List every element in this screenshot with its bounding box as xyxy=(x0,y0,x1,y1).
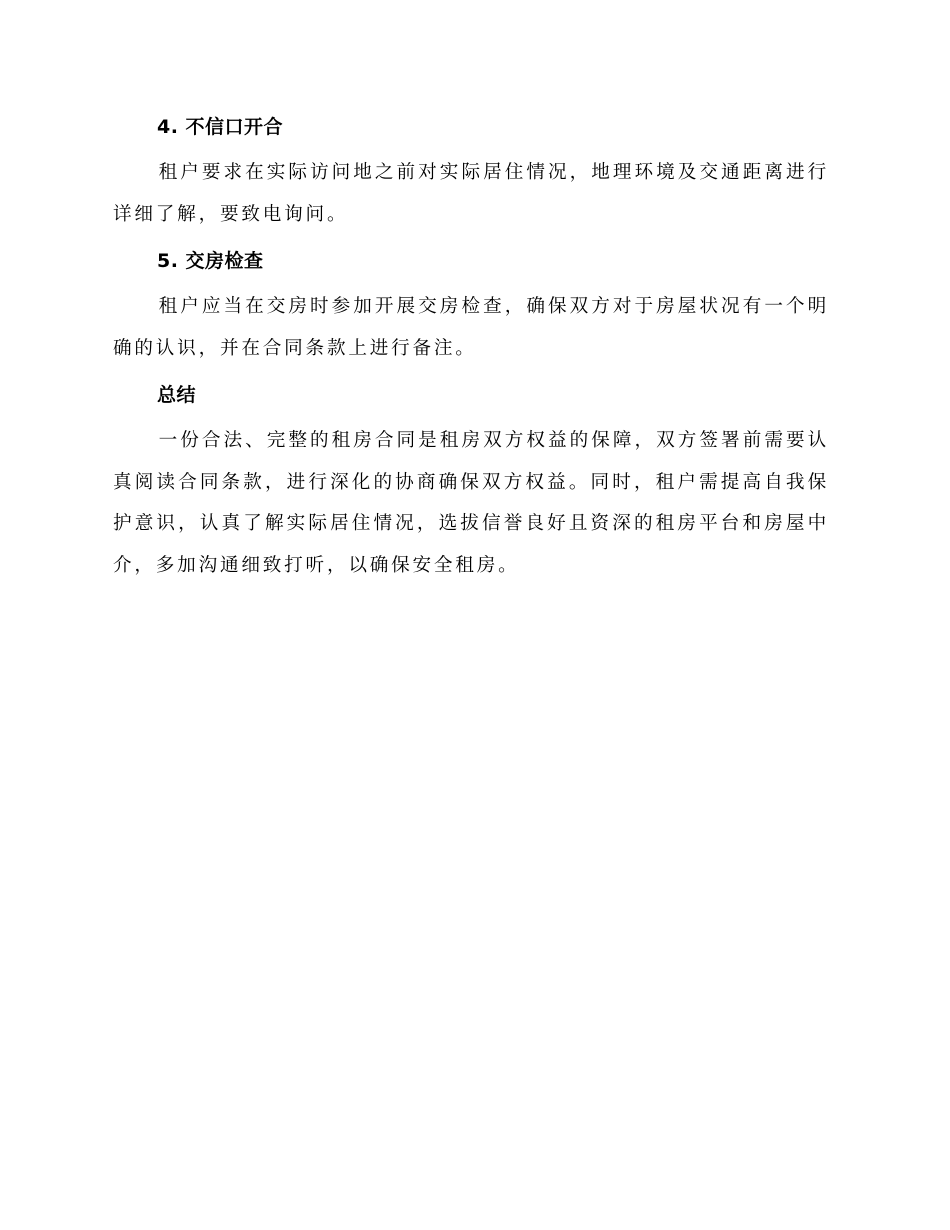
summary-heading: 总结 xyxy=(157,384,197,406)
section-paragraph-4: 租户要求在实际访问地之前对实际居住情况，地理环境及交通距离进行详细了解，要致电询问。 xyxy=(113,162,829,225)
section-heading-4: 4. 不信口开合 xyxy=(157,116,284,138)
summary-paragraph: 一份合法、完整的租房合同是租房双方权益的保障，双方签署前需要认真阅读合同条款，进行深化的协商确保双方权益。同时，租户需提高自我保护意识，认真了解实际居住情况，选拔信誉良好且资深的租房平台和房屋中介，多加沟通细致打听，以确保安全租房。 xyxy=(113,430,829,576)
section-heading-5: 5. 交房检查 xyxy=(157,250,264,272)
section-paragraph-5: 租户应当在交房时参加开展交房检查，确保双方对于房屋状况有一个明确的认识，并在合同条款上进行备注。 xyxy=(113,296,829,359)
document-body xyxy=(113,108,829,586)
